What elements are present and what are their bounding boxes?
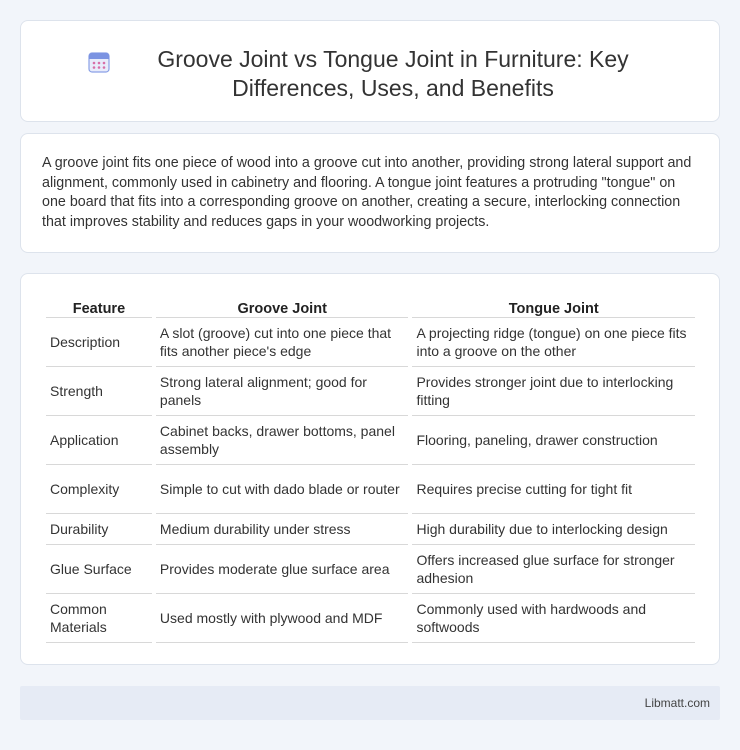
table-row bbox=[46, 465, 695, 514]
tongue-cell: High durability due to interlocking design bbox=[412, 514, 695, 545]
table-row bbox=[46, 416, 695, 465]
groove-cell: Cabinet backs, drawer bottoms, panel assembly bbox=[156, 416, 409, 465]
table-row bbox=[46, 545, 695, 594]
intro-paragraph: A groove joint fits one piece of wood into a groove cut into another, providing strong lateral support and alignment, commonly used in cabinetry and flooring. A tongue joint features a protruding "tongue" on one board that fits into a corresponding groove on another, creating a secure, interlocking connection that improves stability and reduces gaps in your woodworking projects. bbox=[42, 155, 692, 230]
feature-cell: Glue Surface bbox=[46, 545, 152, 594]
calendar-icon bbox=[87, 50, 111, 74]
title-card bbox=[20, 20, 720, 122]
table-row bbox=[46, 514, 695, 545]
groove-cell: A slot (groove) cut into one piece that fits another piece's edge bbox=[156, 318, 409, 367]
intro-card bbox=[20, 133, 720, 253]
tongue-cell: Requires precise cutting for tight fit bbox=[412, 465, 695, 514]
header-groove-joint: Groove Joint bbox=[156, 294, 409, 318]
header-feature: Feature bbox=[46, 294, 152, 318]
groove-cell: Provides moderate glue surface area bbox=[156, 545, 409, 594]
feature-cell: Strength bbox=[46, 367, 152, 416]
groove-cell: Simple to cut with dado blade or router bbox=[156, 465, 409, 514]
tongue-cell: Commonly used with hardwoods and softwoods bbox=[412, 594, 695, 643]
title-wrap bbox=[21, 21, 719, 103]
footer-brand: Libmatt.com bbox=[644, 696, 710, 710]
comparison-table bbox=[42, 294, 699, 643]
footer bbox=[20, 686, 720, 720]
table-row bbox=[46, 318, 695, 367]
table-row bbox=[46, 594, 695, 643]
groove-cell: Used mostly with plywood and MDF bbox=[156, 594, 409, 643]
tongue-cell: A projecting ridge (tongue) on one piece fits into a groove on the other bbox=[412, 318, 695, 367]
comparison-table-card bbox=[20, 273, 720, 665]
page-title: Groove Joint vs Tongue Joint in Furniture: Key Differences, Uses, and Benefits bbox=[157, 46, 629, 101]
table-row bbox=[46, 367, 695, 416]
feature-cell: Description bbox=[46, 318, 152, 367]
header-tongue-joint: Tongue Joint bbox=[412, 294, 695, 318]
tongue-cell: Provides stronger joint due to interlocking fitting bbox=[412, 367, 695, 416]
groove-cell: Strong lateral alignment; good for panels bbox=[156, 367, 409, 416]
feature-cell: Durability bbox=[46, 514, 152, 545]
groove-cell: Medium durability under stress bbox=[156, 514, 409, 545]
feature-cell: Common Materials bbox=[46, 594, 152, 643]
feature-cell: Complexity bbox=[46, 465, 152, 514]
feature-cell: Application bbox=[46, 416, 152, 465]
tongue-cell: Offers increased glue surface for stronger adhesion bbox=[412, 545, 695, 594]
tongue-cell: Flooring, paneling, drawer construction bbox=[412, 416, 695, 465]
table-header-row bbox=[46, 294, 695, 318]
